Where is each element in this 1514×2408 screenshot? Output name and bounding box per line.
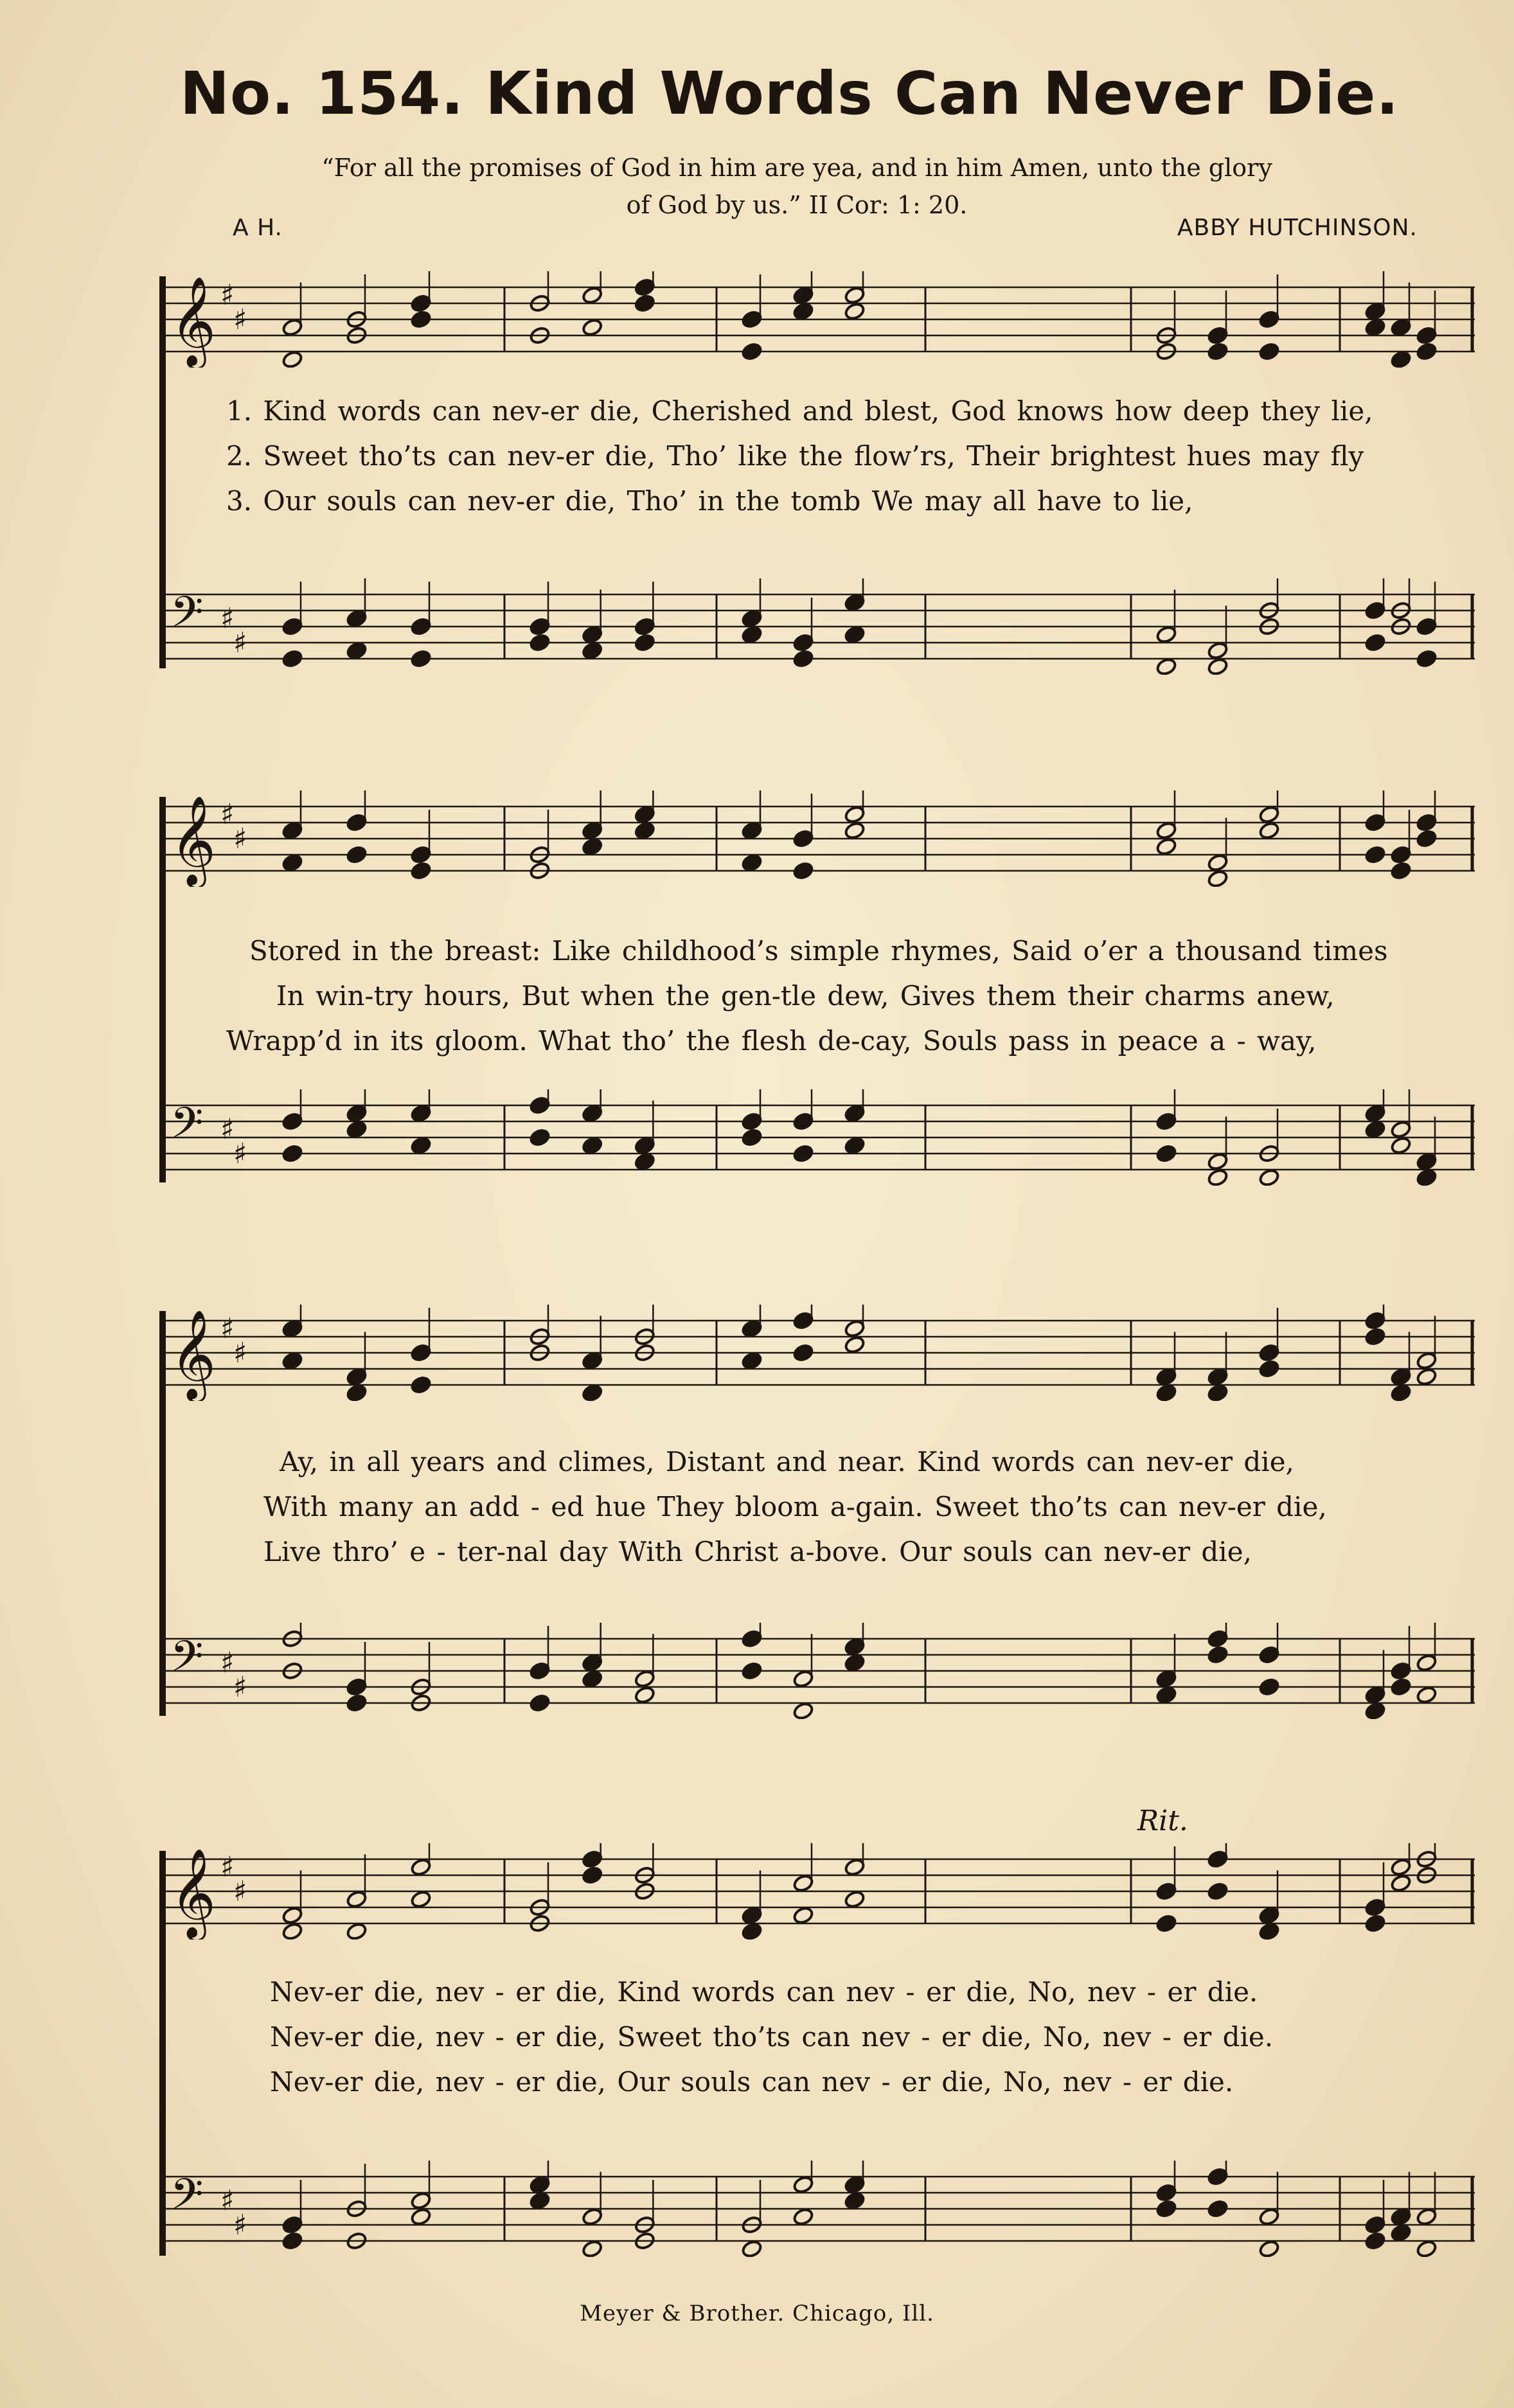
treble-clef-icon: 𝄞 xyxy=(170,1310,216,1399)
sharp-icon: ♯ xyxy=(220,1646,235,1679)
note-head xyxy=(410,649,432,668)
note-head xyxy=(582,1384,603,1401)
note-head xyxy=(741,1661,763,1681)
note-head xyxy=(1258,1677,1280,1697)
note-head xyxy=(1390,1677,1412,1697)
note-head xyxy=(582,1670,603,1689)
note-head xyxy=(844,1890,866,1909)
note-head xyxy=(1416,1168,1438,1186)
treble-staff xyxy=(164,790,1475,887)
note-head xyxy=(281,2231,303,2251)
note-head xyxy=(1207,1645,1229,1664)
bass-clef-icon: 𝄢 xyxy=(170,1098,204,1158)
treble-staff xyxy=(164,271,1475,368)
note-head xyxy=(634,821,655,841)
note-head xyxy=(844,821,866,841)
note-head xyxy=(1364,1120,1386,1139)
note-head xyxy=(529,1693,551,1713)
note-head xyxy=(1207,657,1229,675)
treble-staff xyxy=(164,1305,1475,1401)
note-head xyxy=(1207,1384,1229,1401)
verse-1-line: Stored in the breast: Like childhood’s simple rhymes, Said o’er a thousand times xyxy=(249,935,1388,967)
note-head xyxy=(1416,342,1438,361)
sharp-icon: ♯ xyxy=(233,1671,247,1704)
treble-clef-icon: 𝄞 xyxy=(170,276,216,366)
note-head xyxy=(1258,1359,1280,1378)
note-head xyxy=(1258,342,1280,361)
verse-2-line: Nev-er die, nev - er die, Sweet tho’ts can nev - er die, No, nev - er die. xyxy=(270,2021,1274,2053)
verse-2-line: 2. Sweet tho’ts can nev-er die, Tho’ like the flow’rs, Their brightest hues may fly xyxy=(226,440,1364,472)
sharp-icon: ♯ xyxy=(233,303,247,336)
sharp-icon: ♯ xyxy=(233,627,247,659)
note-head xyxy=(844,302,866,321)
note-head xyxy=(741,1351,763,1371)
bass-staff xyxy=(164,1089,1475,1186)
note-head xyxy=(844,1335,866,1355)
note-head xyxy=(1155,837,1177,857)
sharp-icon: ♯ xyxy=(233,1137,247,1170)
verse-2-line: In win-try hours, But when the gen-tle dew, Gives them their charms anew, xyxy=(276,980,1335,1012)
sharp-icon: ♯ xyxy=(233,1337,247,1369)
note-head xyxy=(410,1136,432,1155)
note-head xyxy=(1207,342,1229,361)
note-head xyxy=(1155,1686,1177,1705)
note-head xyxy=(792,302,814,321)
note-head xyxy=(410,310,432,329)
note-head xyxy=(1155,1384,1177,1401)
sharp-icon: ♯ xyxy=(220,2184,235,2217)
sharp-icon: ♯ xyxy=(233,1875,247,1908)
note-head xyxy=(529,2191,551,2211)
note-head xyxy=(1155,657,1177,675)
note-head xyxy=(741,853,763,873)
note-head xyxy=(1390,1136,1412,1155)
verse-1-line: 1. Kind words can nev-er die, Cherished and blest, God knows how deep they lie, xyxy=(226,395,1373,427)
note-head xyxy=(1364,845,1386,864)
note-head xyxy=(634,633,655,652)
hymn-title: No. 154. Kind Words Can Never Die. xyxy=(180,59,1400,128)
verse-1-line: Ay, in all years and climes, Distant and near. Kind words can nev-er die, xyxy=(280,1446,1294,1477)
note-head xyxy=(346,1384,368,1401)
note-head xyxy=(792,1702,814,1719)
note-head xyxy=(1207,870,1229,887)
note-head xyxy=(1207,2199,1229,2218)
note-head xyxy=(582,318,603,337)
note-head xyxy=(1364,633,1386,652)
note-head xyxy=(281,649,303,668)
note-head xyxy=(582,837,603,857)
sharp-icon: ♯ xyxy=(233,823,247,855)
note-head xyxy=(1364,1702,1386,1719)
sharp-icon: ♯ xyxy=(220,279,235,312)
bass-staff xyxy=(164,1623,1475,1719)
note-head xyxy=(1207,1882,1229,1901)
composer-credit: ABBY HUTCHINSON. xyxy=(1177,215,1418,241)
note-head xyxy=(1390,861,1412,880)
note-head xyxy=(792,649,814,668)
note-head xyxy=(1258,821,1280,841)
ritardando-mark: Rit. xyxy=(1137,1805,1188,1837)
note-head xyxy=(410,2207,432,2227)
note-head xyxy=(410,1375,432,1395)
epigraph-line-2: of God by us.” II Cor: 1: 20. xyxy=(626,191,968,219)
note-head xyxy=(844,1654,866,1673)
epigraph-line-1: “For all the promises of God in him are yea, and in him Amen, unto the glory xyxy=(321,154,1272,182)
note-head xyxy=(410,861,432,880)
note-head xyxy=(792,1343,814,1362)
sharp-icon: ♯ xyxy=(220,1312,235,1345)
note-head xyxy=(1416,1368,1438,1387)
verse-1-line: Nev-er die, nev - er die, Kind words can nev - er die, No, nev - er die. xyxy=(270,1976,1258,2008)
note-head xyxy=(582,2240,603,2257)
note-head xyxy=(1390,1874,1412,1893)
note-head xyxy=(1155,1144,1177,1163)
epigraph xyxy=(193,149,1401,224)
verse-3-line: Nev-er die, nev - er die, Our souls can nev - er die, No, nev - er die. xyxy=(270,2066,1234,2098)
note-head xyxy=(792,861,814,880)
note-head xyxy=(1416,829,1438,848)
note-head xyxy=(741,342,763,361)
note-head xyxy=(346,845,368,864)
note-head xyxy=(844,625,866,645)
verse-3-line: Live thro’ e - ter-nal day With Christ a-bove. Our souls can nev-er die, xyxy=(263,1536,1252,1567)
note-head xyxy=(1364,318,1386,337)
bass-clef-icon: 𝄢 xyxy=(170,2170,204,2229)
sharp-icon: ♯ xyxy=(220,1851,235,1884)
verse-3-line: Wrapp’d in its gloom. What tho’ the flesh de-cay, Souls pass in peace a - way, xyxy=(226,1025,1317,1057)
note-head xyxy=(741,625,763,645)
note-head xyxy=(1416,649,1438,668)
note-head xyxy=(346,1693,368,1713)
note-head xyxy=(792,2207,814,2227)
bass-clef-icon: 𝄢 xyxy=(170,1632,204,1691)
note-head xyxy=(1207,1168,1229,1186)
note-head xyxy=(634,294,655,313)
verse-2-line: With many an add - ed hue They bloom a-gain. Sweet tho’ts can nev-er die, xyxy=(263,1491,1327,1522)
note-head xyxy=(582,641,603,661)
note-head xyxy=(1390,2224,1412,2243)
note-head xyxy=(281,853,303,873)
author-initials: A H. xyxy=(233,215,283,241)
sharp-icon: ♯ xyxy=(220,602,235,635)
note-head xyxy=(1258,1922,1280,1940)
sharp-icon: ♯ xyxy=(220,1113,235,1146)
note-head xyxy=(1416,1686,1438,1705)
note-head xyxy=(844,1136,866,1155)
note-head xyxy=(346,1120,368,1139)
bass-staff xyxy=(164,578,1475,675)
note-head xyxy=(410,1890,432,1909)
note-head xyxy=(792,1144,814,1163)
note-head xyxy=(346,1922,368,1940)
note-head xyxy=(844,2191,866,2211)
note-head xyxy=(634,1152,655,1172)
verse-3-line: 3. Our souls can nev-er die, Tho’ in the tomb We may all have to lie, xyxy=(226,485,1193,517)
note-head xyxy=(741,1922,763,1940)
note-head xyxy=(1258,2240,1280,2257)
note-head xyxy=(741,2240,763,2257)
treble-clef-icon: 𝄞 xyxy=(170,1848,216,1938)
note-head xyxy=(1390,350,1412,368)
note-head xyxy=(1155,2199,1177,2218)
note-head xyxy=(582,1866,603,1885)
note-head xyxy=(529,633,551,652)
treble-staff xyxy=(164,1843,1475,1940)
note-head xyxy=(281,1351,303,1371)
note-head xyxy=(529,1128,551,1147)
note-head xyxy=(1364,2231,1386,2251)
bass-staff xyxy=(164,2161,1475,2257)
publisher-footer: Meyer & Brother. Chicago, Ill. xyxy=(580,2301,934,2326)
treble-clef-icon: 𝄞 xyxy=(170,796,216,885)
bass-clef-icon: 𝄢 xyxy=(170,587,204,647)
note-head xyxy=(1364,1327,1386,1346)
note-head xyxy=(1258,1168,1280,1186)
sharp-icon: ♯ xyxy=(220,798,235,831)
note-head xyxy=(346,641,368,661)
note-head xyxy=(281,1144,303,1163)
note-head xyxy=(281,350,303,368)
note-head xyxy=(1390,1384,1412,1401)
note-head xyxy=(634,1686,655,1705)
sharp-icon: ♯ xyxy=(233,2209,247,2242)
note-head xyxy=(1155,1914,1177,1933)
note-head xyxy=(741,1128,763,1147)
note-head xyxy=(582,1136,603,1155)
note-head xyxy=(1416,2240,1438,2257)
note-head xyxy=(792,1906,814,1925)
note-head xyxy=(1364,1914,1386,1933)
note-head xyxy=(281,1922,303,1940)
